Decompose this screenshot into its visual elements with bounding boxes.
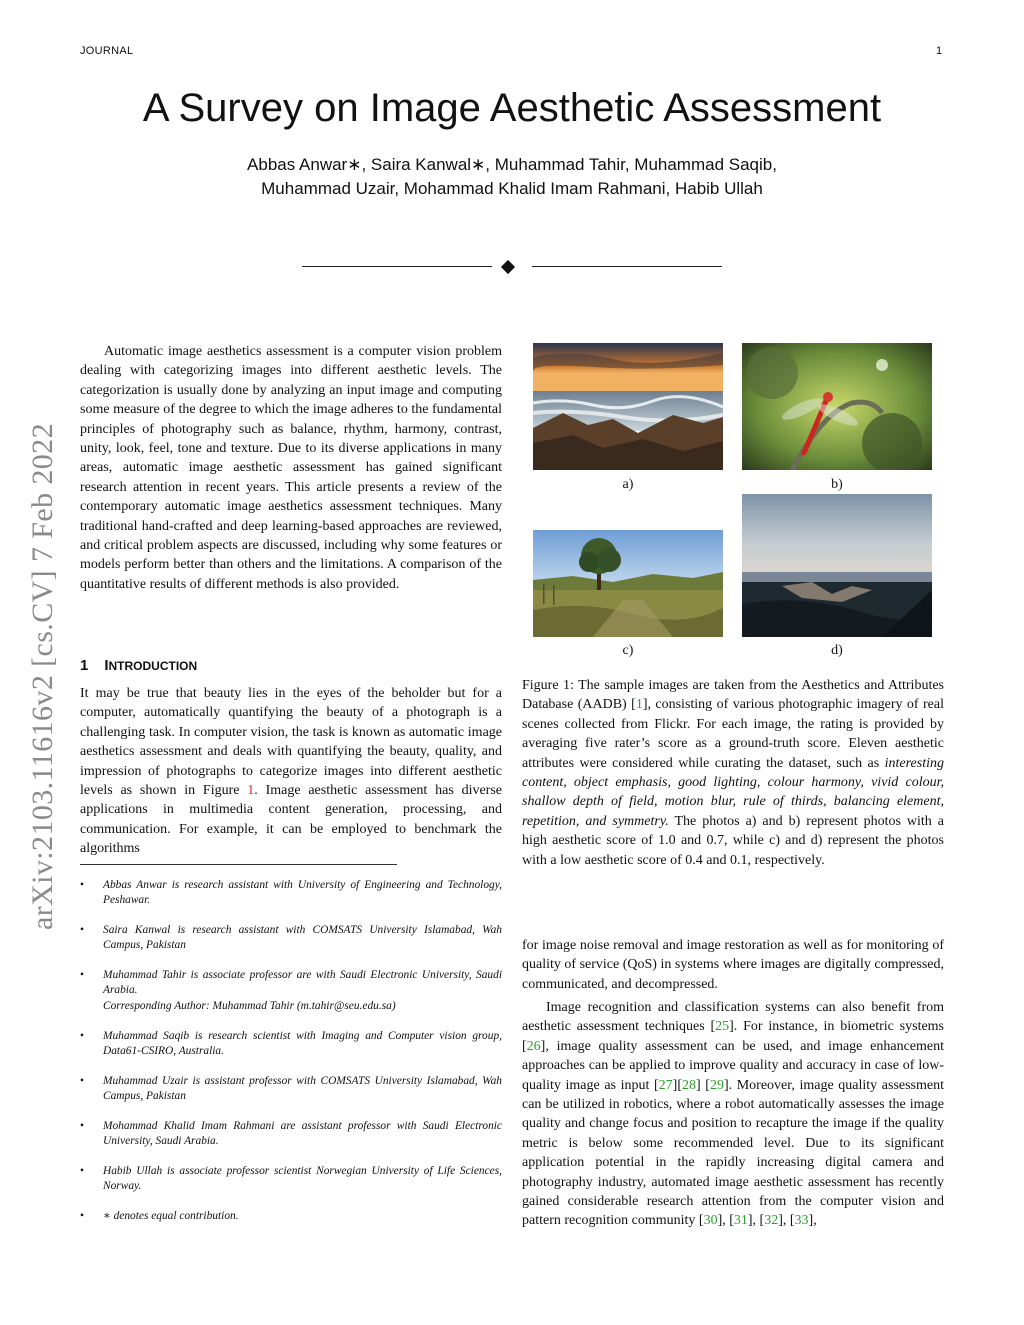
author-line-1: Abbas Anwar∗, Saira Kanwal∗, Muhammad Tahir, Muhammad Saqib, <box>247 155 777 174</box>
body-text: ]. Moreover, image quality assessment can be utilized in robotics, where a robot automatically assesses the image quality and change focus and position to recapture the image if the quality metric is below some recommended level. Due to its significant application potential in the rapidly increasing digital camera and photography industry, automated image aesthetic assessment has recently gained considerable research attention from the computer vision and pattern recognition community [ <box>522 1077 945 1229</box>
figure-label-b: b) <box>831 477 843 492</box>
intro-text-2: . Image aesthetic assessment has diverse applications in multimedia content generation, processing, and communication. For example, it can be employed to benchmark the algorithms <box>80 783 502 857</box>
journal-header: JOURNAL <box>80 45 134 57</box>
caption-attributes: interesting content, object emphasis, good lighting, colour harmony, vivid colour, shallow depth of field, motion blur, rule of thirds, balancing element, repetition, and symmetry. <box>522 755 944 829</box>
body-text: ], <box>808 1213 817 1229</box>
separator-diamond-icon <box>503 255 513 277</box>
footnote-list <box>80 878 502 1239</box>
author-line-2: Muhammad Uzair, Mohammad Khalid Imam Rahmani, Habib Ullah <box>261 179 763 198</box>
body-text: ] [ <box>695 1077 710 1093</box>
footnote-corresponding-author: Corresponding Author: Muhammad Tahir (m.tahir@seu.edu.sa) <box>103 999 396 1012</box>
citation-link[interactable]: 29 <box>709 1077 724 1093</box>
citation-link[interactable]: 1 <box>635 697 643 713</box>
footnote-rule <box>80 864 397 865</box>
right-column-paragraph-2 <box>522 998 944 1231</box>
citation-link[interactable]: 30 <box>703 1213 718 1229</box>
citation-link[interactable]: 27 <box>658 1077 673 1093</box>
intro-paragraph <box>80 684 502 859</box>
body-text: ], [ <box>778 1213 795 1229</box>
figure-photo-d-hazy-valley <box>742 494 932 637</box>
footnote-bullet: • <box>80 879 84 891</box>
figure-label-a: a) <box>622 477 634 492</box>
footnote-bullet: • <box>80 1119 84 1132</box>
footnote-item <box>80 923 502 954</box>
abstract: Automatic image aesthetics assessment is a computer vision problem dealing with categorizing images into different aesthetic levels. The categorization is usually done by analyzing an input image and computing some measure of the degree to which the image adheres to the fundamental principles of photography such as balance, rhythm, harmony, contrast, unity, look, feel, tone and texture. Due to its diverse applications in many areas, automatic image aesthetic assessment has gained significant research attention in recent years. This article presents a review of the contemporary automatic image aesthetics assessment techniques. Many traditional hand-crafted and deep learning-based approaches are reviewed, and critical problem aspects are discussed, including why some features or models perform better than others and the limitations. A comparison of the quantitative results of different methods is also provided. <box>80 344 502 592</box>
footnote-text: Muhammad Saqib is research scientist with Imaging and Computer vision group, Data61-CSIRO, Australia. <box>103 1029 502 1057</box>
separator-rule-left <box>302 266 492 267</box>
separator-rule-right <box>532 266 722 267</box>
footnote-bullet: • <box>80 1029 84 1042</box>
citation-link[interactable]: 32 <box>764 1213 779 1229</box>
page-number: 1 <box>936 45 943 57</box>
body-text: ], [ <box>717 1213 734 1229</box>
footnote-text: Muhammad Tahir is associate professor are with Saudi Electronic University, Saudi Arabia. <box>103 969 502 997</box>
footnote-item <box>80 1119 502 1150</box>
figure-photo-a-coastal-sunset <box>533 343 723 470</box>
footnote-text: Habib Ullah is associate professor scientist Norwegian University of Life Sciences, Norway. <box>103 1164 502 1193</box>
footnote-item <box>80 1164 502 1195</box>
body-text: Image recognition and classification systems can also benefit from aesthetic assessment techniques [ <box>522 1000 944 1035</box>
caption-text-2: ], consisting of various photographic imagery of real scenes collected from Flickr. For each image, the rating is provided by averaging five rater’s score as a ground-truth score. Eleven aesthetic attributes were considered while curating the dataset, such as <box>522 697 944 771</box>
footnote-text: Abbas Anwar is research assistant with University of Engineering and Technology, Peshawar. <box>103 879 502 907</box>
footnote-bullet: • <box>80 924 84 937</box>
figure-photo-c-field-tree <box>533 530 723 637</box>
footnote-item <box>80 1029 502 1060</box>
citation-link[interactable]: 33 <box>794 1213 809 1229</box>
caption-text-1: Figure 1: The sample images are taken from the Aesthetics and Attributes Database (AADB) [ <box>522 678 944 713</box>
body-text: ], [ <box>747 1213 765 1229</box>
body-text: ][ <box>672 1077 682 1093</box>
footnote-bullet: • <box>80 1209 84 1222</box>
footnote-bullet: • <box>80 1074 84 1087</box>
footnote-item <box>80 1209 502 1224</box>
footnote-item <box>80 968 502 1014</box>
footnote-bullet: • <box>80 969 84 982</box>
body-text: ], image quality assessment can be used, and image enhancement approaches can be applied to improve quality and accuracy in case of low-quality image as input [ <box>522 1038 944 1093</box>
footnote-bullet: • <box>80 1164 84 1177</box>
citation-link[interactable]: 28 <box>681 1077 696 1093</box>
citation-link[interactable]: 26 <box>526 1038 541 1054</box>
section-number: 1 <box>80 657 89 674</box>
citation-link[interactable]: 25 <box>715 1019 730 1035</box>
footnote-text: Mohammad Khalid Imam Rahmani are assistant professor with Saudi Electronic University, Saudi Arabia. <box>103 1119 502 1148</box>
caption-text-3: The photos a) and b) represent photos with a high aesthetic score of 1.0 and 0.7, while c) and d) represent the photos with a low aesthetic score of 0.4 and 0.1, respectively. <box>522 813 944 868</box>
figure-caption <box>522 676 944 870</box>
author-list <box>100 153 924 201</box>
paper-title: A Survey on Image Aesthetic Assessment <box>142 86 882 130</box>
section-title-rest: NTRODUCTION <box>108 659 198 673</box>
right-column-paragraph-1: for image noise removal and image restoration as well as for monitoring of quality of service (QoS) in systems where images are digitally compressed, communicated, and decompressed. <box>522 938 944 992</box>
section-title-initial: I <box>104 657 109 674</box>
citation-link[interactable]: 31 <box>733 1213 748 1229</box>
arxiv-stamp: arXiv:2103.11616v2 [cs.CV] 7 Feb 2022 <box>26 423 59 930</box>
footnote-item <box>80 878 502 909</box>
intro-text-1: It may be true that beauty lies in the eyes of the beholder but for a computer, automatically quantifying the beauty of a photograph is a challenging task. In computer vision, the task is known as automatic image aesthetics assessment and deals with quantifying the beauty, quality, and impression of photographs to categorize images into different aesthetic levels as shown in Figure <box>80 686 502 799</box>
footnote-text: Muhammad Uzair is assistant professor with COMSATS University Islamabad, Wah Campus, Pakistan <box>103 1074 502 1102</box>
section-heading <box>80 657 197 674</box>
footnote-item <box>80 1074 502 1105</box>
figure-photo-b-dragonfly <box>742 343 932 470</box>
figure-label-d: d) <box>831 643 843 658</box>
footnote-text: ∗ denotes equal contribution. <box>103 1209 239 1222</box>
figure-label-c: c) <box>622 643 634 658</box>
body-text: ]. For instance, in biometric systems [ <box>522 1019 945 1054</box>
footnote-text: Saira Kanwal is research assistant with COMSATS University Islamabad, Wah Campus, Pakistan <box>103 924 502 952</box>
figure-ref-link[interactable]: 1 <box>247 783 255 799</box>
